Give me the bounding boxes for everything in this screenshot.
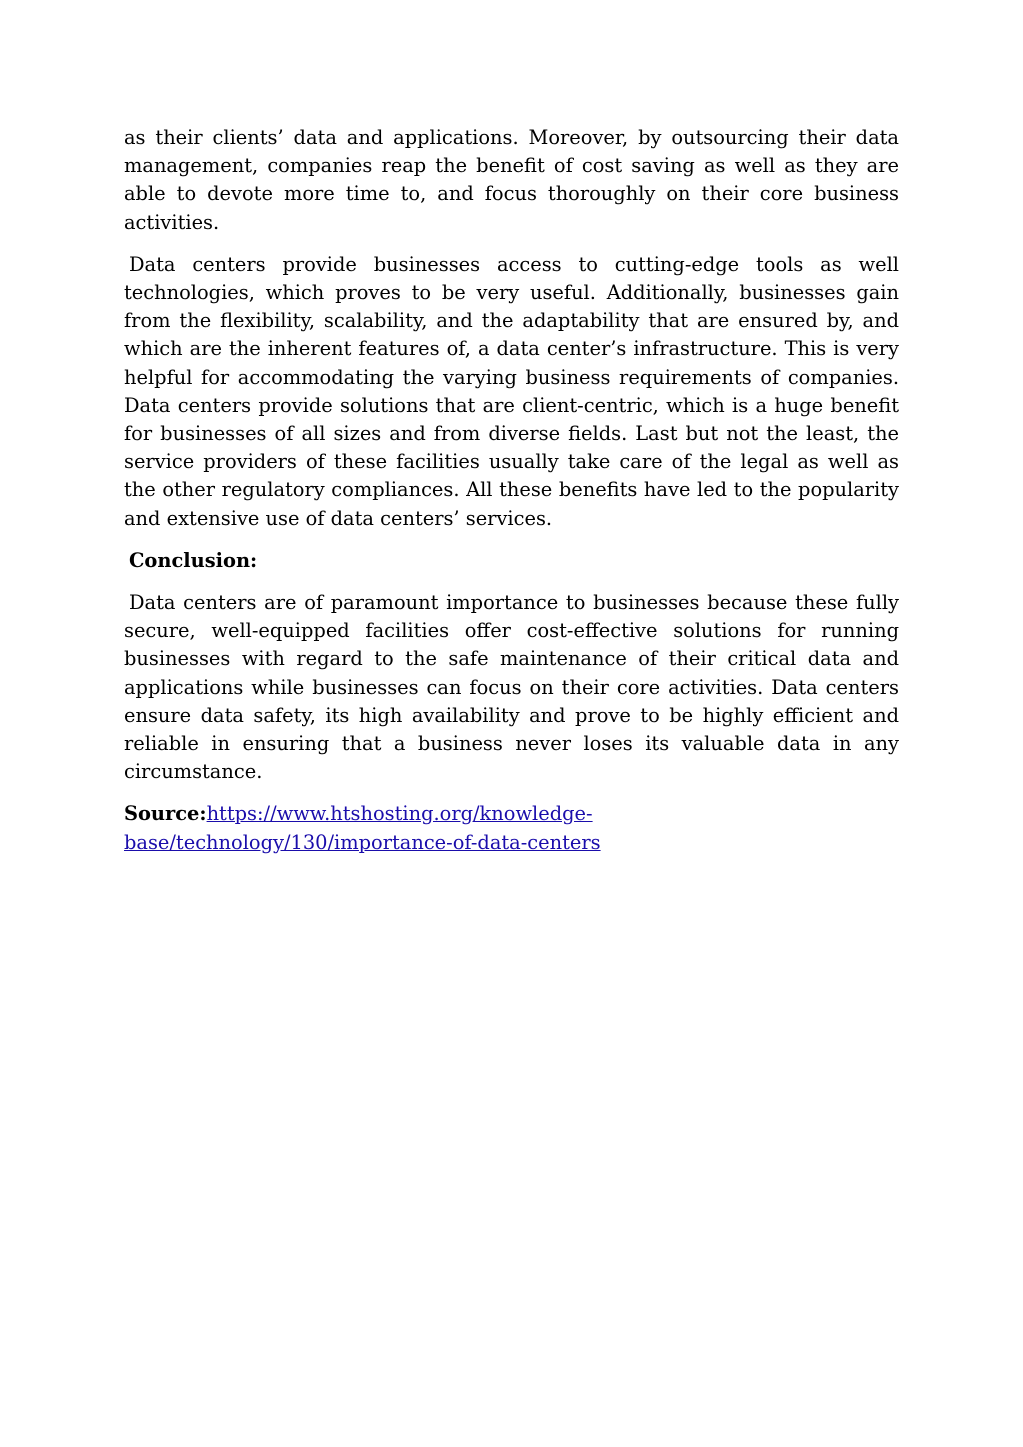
source-label: Source: (124, 802, 207, 826)
body-paragraph-1: as their clients’ data and applications. Moreover, by outsourcing their data management, companies reap the benefit of cost saving as well as they are able to devote more time to, and focus thoroughly on their core business activities. (124, 126, 899, 234)
conclusion-paragraph: Data centers are of paramount importance to businesses because these fully secure, well-equipped facilities offer cost-effective solutions for running businesses with regard to the safe maintenance of their critical data and applications while businesses can focus on their core activities. Data centers ensure data safety, its high availability and prove to be highly efficient and reliable in ensuring that a business never loses its valuable data in any circumstance. (124, 591, 899, 784)
body-paragraph-2: Data centers provide businesses access to cutting-edge tools as well technologies, which proves to be very useful. Additionally, businesses gain from the flexibility, scalability, and the adaptability that are ensured by, and which are the inherent features of, a data center’s infrastructure. This is very helpful for accommodating the varying business requirements of companies. Data centers provide solutions that are client-centric, which is a huge benefit for businesses of all sizes and from diverse fields. Last but not the least, the service providers of these facilities usually take care of the legal as well as the other regulatory compliances. All these benefits have led to the popularity and extensive use of data centers’ services. (124, 252, 899, 530)
conclusion-heading: Conclusion: (129, 548, 258, 572)
source-url-part-1: https://www.htshosting.org/knowledge- (206, 802, 593, 826)
source-url-part-2: base/technology/130/importance-of-data-centers (124, 830, 601, 854)
document-page (124, 124, 899, 857)
source-citation (124, 800, 899, 856)
